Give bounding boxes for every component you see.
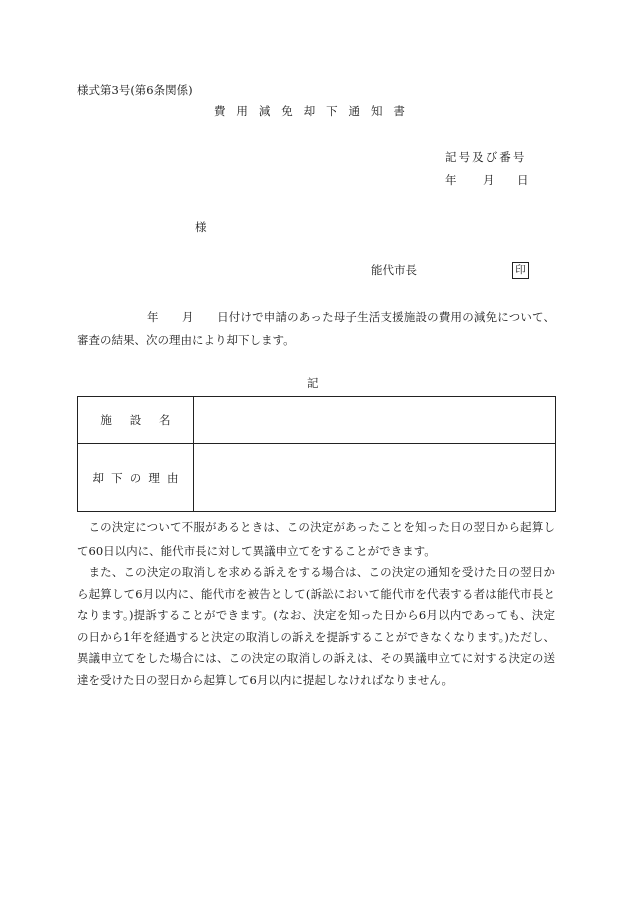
decision-paragraph: 年 月 日付けで申請のあった母子生活支援施設の費用の減免について、審査の結果、次の理由により却下します。: [77, 310, 555, 347]
appeal-notice: この決定について不服があるときは、この決定があったことを知った日の翌日から起算して60日以内に、能代市長に対して異議申立てをすることができます。: [77, 520, 555, 558]
facility-name-field[interactable]: [195, 397, 555, 443]
form-number: 様式第3号(第6条関係): [77, 83, 193, 97]
table-row: [78, 444, 555, 512]
issue-date: [445, 175, 529, 187]
table-row: [78, 397, 555, 444]
date-day-label: 日: [517, 173, 529, 187]
lawsuit-notice: また、この決定の取消しを求める訴えをする場合は、この決定の通知を受けた日の翌日から起算して6月以内に、能代市を被告として(訴訟において能代市を代表する者は能代市長となります。)提訴することができます。(なお、決定を知った日から6月以内であっても、決定の日から1年を経過すると決定の取消しの訴えを提訴することができなくなります。)ただし、異議申立てをした場合には、この決定の取消しの訴えは、その異議申立てに対する決定の送達を受けた日の翌日から起算して6月以内に提起しなければなりません。: [77, 565, 555, 687]
rejection-reason-field[interactable]: [195, 444, 555, 512]
issuer-name: 能代市長: [371, 263, 417, 277]
date-month-label: 月: [483, 173, 495, 187]
rejection-reason-label-cell: [78, 444, 194, 512]
reference-number-label: 記号及び番号: [445, 150, 527, 164]
rejection-reason-label: 却下の理由: [92, 471, 186, 485]
facility-name-label-cell: [78, 397, 194, 443]
facility-name-label: 施設名: [100, 413, 189, 427]
seal-mark: 印: [512, 262, 529, 279]
document-title: 費用減免却下通知書: [214, 104, 416, 118]
details-table: [77, 396, 556, 512]
date-year-label: 年: [445, 173, 457, 187]
addressee-honorific: 様: [195, 220, 207, 234]
ki-heading: 記: [307, 376, 319, 390]
